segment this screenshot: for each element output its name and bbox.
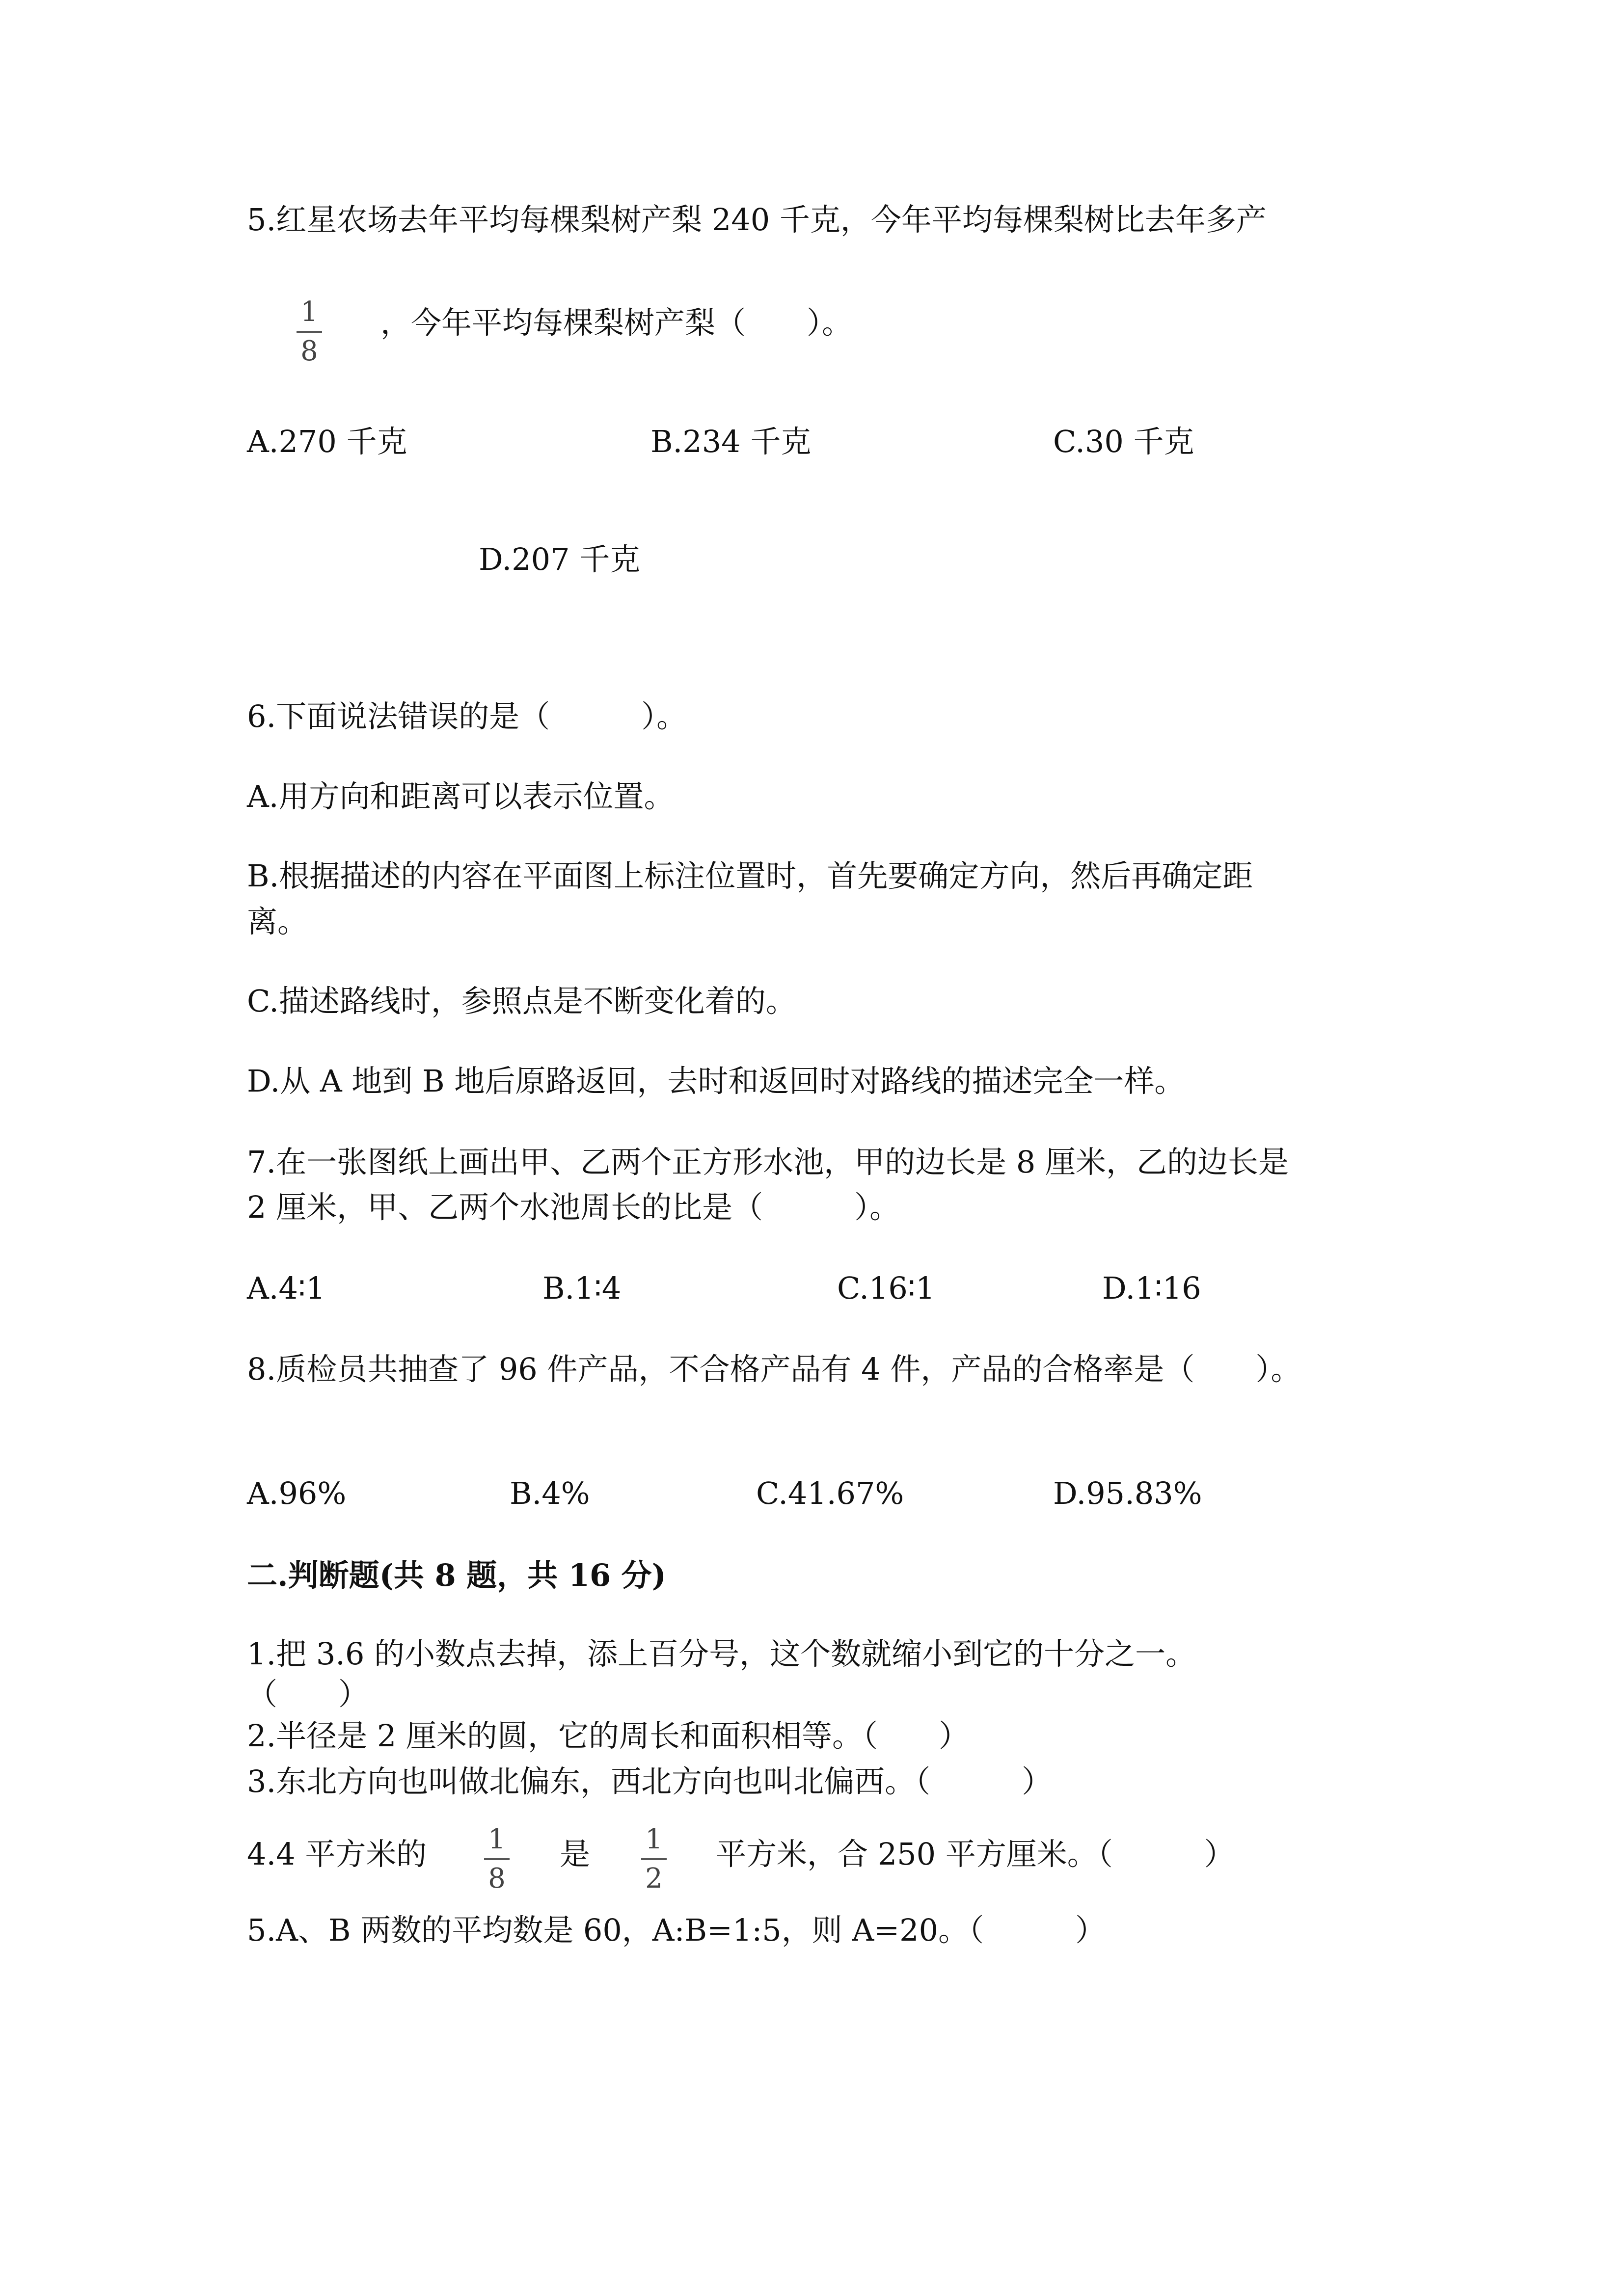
fraction-bar xyxy=(297,331,322,333)
q7-stem-line2: 2 厘米，甲、乙两个水池周长的比是（ ）。 xyxy=(247,1189,900,1225)
judge-1-line2: （ ） xyxy=(247,1676,369,1712)
judge-4-part3: 平方米，合 250 平方厘米。（ ） xyxy=(716,1836,1235,1872)
q5-option-b: B.234 千克 xyxy=(650,424,812,459)
fraction-numerator: 1 xyxy=(488,1823,506,1855)
q6-option-c: C.描述路线时，参照点是不断变化着的。 xyxy=(247,983,796,1019)
q6-option-d: D.从 A 地到 B 地后原路返回，去时和返回时对路线的描述完全一样。 xyxy=(247,1063,1185,1099)
fraction-denominator: 8 xyxy=(300,335,318,367)
q7-stem-line1: 7.在一张图纸上画出甲、乙两个正方形水池，甲的边长是 8 厘米，乙的边长是 xyxy=(247,1144,1289,1180)
fraction-numerator: 1 xyxy=(300,296,318,328)
judge-3: 3.东北方向也叫做北偏东，西北方向也叫北偏西。（ ） xyxy=(247,1763,1053,1799)
q5-option-d: D.207 千克 xyxy=(479,541,641,577)
judge-1-line1: 1.把 3.6 的小数点去掉，添上百分号，这个数就缩小到它的十分之一。 xyxy=(247,1636,1196,1672)
q6-option-a: A.用方向和距离可以表示位置。 xyxy=(247,778,675,814)
q8-option-d: D.95.83% xyxy=(1053,1475,1202,1511)
q7-option-a: A.4∶1 xyxy=(247,1270,325,1306)
q8-option-a: A.96% xyxy=(247,1475,347,1511)
q7-option-d: D.1∶16 xyxy=(1102,1270,1201,1306)
q5-option-c: C.30 千克 xyxy=(1053,424,1194,459)
q8-stem: 8.质检员共抽查了 96 件产品，不合格产品有 4 件，产品的合格率是（ ）。 xyxy=(247,1351,1301,1387)
q5-fraction xyxy=(295,294,324,369)
q6-stem: 6.下面说法错误的是（ ）。 xyxy=(247,698,687,734)
section-heading: 二.判断题(共 8 题，共 16 分) xyxy=(247,1557,667,1593)
q5-option-a: A.270 千克 xyxy=(247,424,407,459)
fraction-denominator: 2 xyxy=(645,1863,663,1895)
q6-option-b-line1: B.根据描述的内容在平面图上标注位置时，首先要确定方向，然后再确定距 xyxy=(247,858,1253,894)
q8-option-b: B.4% xyxy=(510,1475,590,1511)
q5-stem-line2: ，今年平均每棵梨树产梨（ ）。 xyxy=(380,305,853,341)
judge-4-fraction-2 xyxy=(639,1822,669,1896)
q7-option-c: C.16∶1 xyxy=(837,1270,935,1306)
judge-2: 2.半径是 2 厘米的圆，它的周长和面积相等。（ ） xyxy=(247,1718,970,1754)
judge-4-part1: 4.4 平方米的 xyxy=(247,1836,427,1872)
fraction-numerator: 1 xyxy=(645,1823,663,1855)
q8-option-c: C.41.67% xyxy=(756,1475,904,1511)
judge-4-fraction-1 xyxy=(482,1822,512,1896)
q7-option-b: B.1∶4 xyxy=(542,1270,622,1306)
q5-stem-line1: 5.红星农场去年平均每棵梨树产梨 240 千克，今年平均每棵梨树比去年多产 xyxy=(247,202,1267,238)
fraction-denominator: 8 xyxy=(488,1863,506,1895)
judge-5: 5.A、B 两数的平均数是 60，A:B=1:5，则 A=20。（ ） xyxy=(247,1912,1106,1948)
judge-4-part2: 是 xyxy=(560,1836,591,1872)
fraction-bar xyxy=(641,1858,667,1860)
q6-option-b-line2: 离。 xyxy=(247,904,308,939)
fraction-bar xyxy=(484,1858,510,1860)
